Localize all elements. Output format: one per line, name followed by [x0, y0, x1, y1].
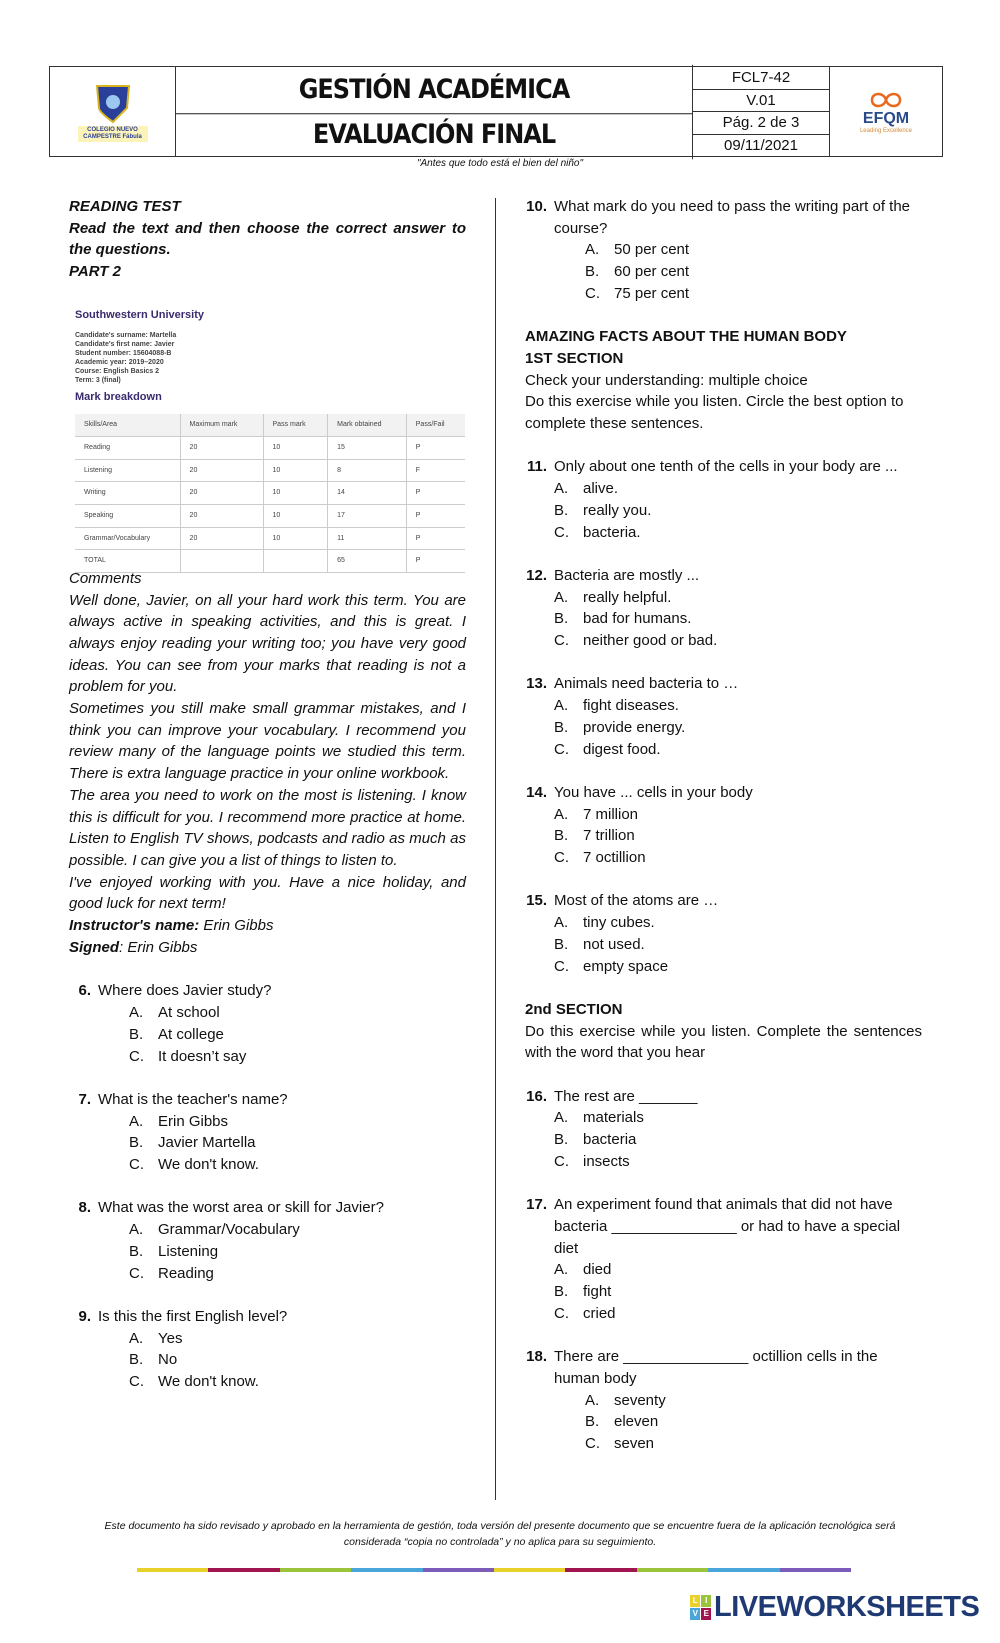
table-cell: Writing [75, 482, 180, 505]
answer-option[interactable] [69, 1263, 466, 1285]
option-text: 75 per cent [614, 284, 690, 302]
option-text: fight [583, 1283, 612, 1301]
question-number: 9. [78, 1307, 91, 1325]
option-letter: B. [554, 610, 569, 628]
option-text: Reading [158, 1264, 214, 1282]
table-cell: 65 [328, 550, 407, 573]
instructor-name: Erin Gibbs [199, 917, 274, 935]
card-info-line: Term: 3 (final) [75, 376, 121, 384]
answer-option[interactable] [525, 1129, 922, 1151]
table-cell: 10 [263, 482, 328, 505]
table-header: Pass/Fail [406, 414, 465, 436]
comments-label: Comments [69, 569, 142, 587]
school-shield-icon [93, 82, 133, 124]
stripe-segment [423, 1568, 494, 1572]
table-cell: 10 [263, 505, 328, 528]
reading-instructions: Read the text and then choose the correct answer to the questions. [69, 219, 466, 259]
stripe-segment [637, 1568, 708, 1572]
question-13 [525, 673, 922, 760]
option-letter: C. [129, 1264, 144, 1282]
option-text: Grammar/Vocabulary [158, 1221, 300, 1239]
option-letter: C. [585, 1434, 600, 1452]
table-cell: 10 [263, 436, 328, 459]
option-letter: A. [129, 1004, 144, 1022]
answer-option[interactable] [525, 261, 922, 283]
answer-option[interactable] [69, 1219, 466, 1241]
table-row [75, 482, 465, 505]
instructor-label: Instructor's name: [69, 917, 200, 935]
school-logo-text: COLEGIO NUEVO CAMPESTRE Fábula [78, 126, 148, 142]
stripe-segment [708, 1568, 779, 1572]
table-cell: 17 [328, 505, 407, 528]
option-letter: B. [129, 1025, 144, 1043]
question-number: 6. [78, 982, 91, 1000]
section1-line1: Check your understanding: multiple choice [525, 371, 808, 389]
answer-option[interactable] [69, 1371, 466, 1393]
card-info-line: Course: English Basics 2 [75, 367, 160, 375]
table-cell: TOTAL [75, 550, 180, 573]
left-column [69, 196, 466, 1393]
breakdown-title: Mark breakdown [75, 390, 162, 403]
answer-option[interactable] [69, 1132, 466, 1154]
comments-p2: Sometimes you still make small grammar mistakes, and I think you can improve your vocabulary. I recommend you review many of the language points we studied this term. There is extra language practice in your online workbook. [69, 700, 466, 783]
answer-option[interactable] [69, 1002, 466, 1024]
school-logo [50, 67, 176, 156]
question-text: What was the worst area or skill for Javier? [98, 1199, 384, 1217]
answer-option[interactable] [525, 1281, 922, 1303]
motto: "Antes que todo está el bien del niño" [416, 158, 584, 169]
answer-option[interactable] [525, 630, 922, 652]
answer-option[interactable] [525, 912, 922, 934]
option-letter: A. [585, 1391, 600, 1409]
option-text: tiny cubes. [583, 914, 655, 932]
card-info-line: Student number: 15604088-B [75, 349, 172, 357]
document-header [49, 66, 943, 157]
option-letter: C. [554, 957, 569, 975]
question-text-row [69, 1306, 466, 1328]
option-text: provide energy. [583, 718, 686, 736]
option-letter: A. [554, 914, 569, 932]
live-grid-icon [690, 1595, 711, 1620]
table-header: Mark obtained [328, 414, 407, 436]
section1-title: AMAZING FACTS ABOUT THE HUMAN BODY [525, 328, 847, 346]
option-text: insects [583, 1152, 630, 1170]
option-letter: B. [585, 263, 600, 281]
question-15 [525, 890, 922, 977]
question-14 [525, 782, 922, 869]
question-17 [525, 1194, 922, 1324]
answer-option[interactable] [525, 283, 922, 305]
question-text: Is this the first English level? [98, 1307, 288, 1325]
option-letter: B. [554, 827, 569, 845]
question-text: You have ... cells in your body [554, 783, 753, 801]
answer-option[interactable] [69, 1241, 466, 1263]
answer-option[interactable] [69, 1154, 466, 1176]
option-letter: B. [129, 1351, 144, 1369]
stripe-segment [280, 1568, 351, 1572]
answer-option[interactable] [525, 1433, 922, 1455]
comments-p1: Well done, Javier, on all your hard work this term. You are always active in speaking activities, and this is great. I always enjoy reading your writing too; you have very good ideas. You can see from your marks that reading is not a problem for you. [69, 591, 466, 696]
option-text: bacteria. [583, 523, 641, 541]
question-7 [69, 1089, 466, 1176]
option-letter: B. [554, 935, 569, 953]
answer-option[interactable] [525, 500, 922, 522]
comments-p4: I've enjoyed working with you. Have a nice holiday, and good luck for next term! [69, 873, 466, 913]
option-letter: A. [554, 697, 569, 715]
stripe-segment [351, 1568, 422, 1572]
option-text: Yes [158, 1329, 183, 1347]
question-text: Bacteria are mostly ... [554, 566, 700, 584]
answer-option[interactable] [525, 1259, 922, 1281]
infinity-icon [866, 90, 906, 110]
option-text: seventy [614, 1391, 666, 1409]
option-text: eleven [614, 1413, 659, 1431]
table-cell: Reading [75, 436, 180, 459]
part-label: PART 2 [69, 263, 121, 281]
answer-option[interactable] [525, 739, 922, 761]
option-text: fight diseases. [583, 697, 679, 715]
question-text-row [525, 782, 922, 804]
efqm-logo [830, 67, 942, 156]
option-letter: C. [129, 1373, 144, 1391]
question-text-row [525, 456, 922, 478]
question-number: 14. [526, 783, 547, 801]
option-letter: C. [554, 1304, 569, 1322]
question-text-row [525, 1194, 922, 1259]
option-letter: A. [585, 241, 600, 259]
question-text: Only about one tenth of the cells in your body are ... [554, 458, 898, 476]
question-text-row [525, 196, 922, 239]
section1-sub: 1ST SECTION [525, 349, 624, 367]
question-text: What mark do you need to pass the writing part of the course? [554, 198, 911, 237]
table-cell: P [406, 436, 465, 459]
option-text: Listening [158, 1242, 219, 1260]
answer-option[interactable] [525, 522, 922, 544]
option-text: 7 trillion [583, 827, 635, 845]
question-number: 16. [526, 1087, 547, 1105]
question-text-row [69, 1089, 466, 1111]
option-letter: C. [129, 1047, 144, 1065]
card-info-line: Candidate's surname: Martella [75, 331, 177, 339]
option-text: Erin Gibbs [158, 1112, 229, 1130]
table-cell: 20 [180, 527, 263, 550]
table-header: Maximum mark [180, 414, 263, 436]
reading-title: READING TEST [69, 198, 181, 215]
option-letter: B. [554, 501, 569, 519]
marks-table [75, 414, 465, 573]
option-text: 7 million [583, 805, 639, 823]
question-6 [69, 980, 466, 1067]
table-row [75, 459, 465, 482]
column-divider [495, 198, 496, 1500]
table-cell: F [406, 459, 465, 482]
question-number: 8. [78, 1199, 91, 1217]
live-letter: I [701, 1595, 711, 1607]
question-text-row [525, 890, 922, 912]
option-text: empty space [583, 957, 669, 975]
footer-disclaimer: Este documento ha sido revisado y aprobado en la herramienta de gestión, toda versión del presente documento que se encuentre fuera de la aplicación tecnológica será considerada “copia no controlada” y no aplica para su seguimiento. [104, 1520, 896, 1548]
stripe-segment [208, 1568, 279, 1572]
question-10-block [525, 196, 922, 305]
stripe-segment [494, 1568, 565, 1572]
question-text: Where does Javier study? [98, 982, 272, 1000]
question-18 [525, 1346, 922, 1455]
section1-questions [525, 456, 922, 977]
table-cell: P [406, 505, 465, 528]
option-text: materials [583, 1109, 644, 1127]
table-cell: 20 [180, 482, 263, 505]
comments-p3: The area you need to work on the most is listening. I know this is difficult for you. I recommend more practice at home. Listen to English TV shows, podcasts and radio as much as possible. I can give you a list of things to listen to. [69, 786, 466, 869]
option-letter: C. [554, 849, 569, 867]
candidate-info [75, 331, 465, 385]
signed-label: Signed [69, 938, 120, 956]
section2-title: 2nd SECTION [525, 1000, 623, 1018]
answer-option[interactable] [525, 804, 922, 826]
option-letter: B. [554, 718, 569, 736]
liveworksheets-logo [690, 1591, 979, 1624]
report-card-image [75, 305, 465, 565]
answer-option[interactable] [525, 1107, 922, 1129]
answer-option[interactable] [525, 934, 922, 956]
live-letter: L [690, 1595, 700, 1607]
section1-line2: Do this exercise while you listen. Circle the best option to complete these sentences. [525, 393, 904, 433]
question-text-row [69, 1197, 466, 1219]
signed-name: : Erin Gibbs [119, 938, 198, 956]
answer-option[interactable] [69, 1111, 466, 1133]
question-number: 15. [526, 892, 547, 910]
option-text: digest food. [583, 740, 661, 758]
answer-option[interactable] [525, 1390, 922, 1412]
question-text: What is the teacher's name? [98, 1090, 288, 1108]
option-letter: B. [129, 1134, 144, 1152]
color-stripe [137, 1568, 851, 1572]
right-column [525, 196, 922, 1455]
answer-option[interactable] [525, 608, 922, 630]
instructor-line [69, 915, 466, 937]
answer-option[interactable] [525, 717, 922, 739]
option-text: bacteria [583, 1131, 637, 1149]
answer-option[interactable] [69, 1328, 466, 1350]
option-text: really helpful. [583, 588, 672, 606]
question-number: 7. [78, 1090, 91, 1108]
answer-option[interactable] [525, 825, 922, 847]
table-cell: 15 [328, 436, 407, 459]
option-text: 50 per cent [614, 241, 690, 259]
question-11 [525, 456, 922, 543]
option-text: At school [158, 1004, 220, 1022]
table-header: Pass mark [263, 414, 328, 436]
question-text: The rest are _______ [554, 1087, 698, 1105]
card-info-line: Academic year: 2019–2020 [75, 358, 164, 366]
table-header: Skills/Area [75, 414, 180, 436]
option-letter: B. [129, 1242, 144, 1260]
doc-code: FCL7-42 [693, 67, 829, 90]
table-cell: Speaking [75, 505, 180, 528]
card-info-line: Candidate's first name: Javier [75, 340, 175, 348]
doc-page: Pág. 2 de 3 [693, 112, 829, 135]
question-16 [525, 1086, 922, 1173]
question-10 [525, 196, 922, 305]
signed-line [69, 937, 466, 959]
table-cell: 20 [180, 459, 263, 482]
answer-option[interactable] [525, 239, 922, 261]
question-9 [69, 1306, 466, 1393]
option-letter: A. [554, 805, 569, 823]
answer-option[interactable] [525, 1151, 922, 1173]
brand-text: LIVEWORKSHEETS [714, 1591, 980, 1623]
table-row [75, 505, 465, 528]
option-text: At college [158, 1025, 224, 1043]
table-header-row [75, 414, 465, 436]
option-text: alive. [583, 480, 619, 498]
answer-option[interactable] [525, 478, 922, 500]
option-text: 60 per cent [614, 263, 690, 281]
university-name: Southwestern University [75, 308, 204, 321]
question-text: Most of the atoms are … [554, 892, 719, 910]
option-text: We don't know. [158, 1156, 259, 1174]
option-letter: C. [554, 740, 569, 758]
answer-option[interactable] [525, 1411, 922, 1433]
answer-option[interactable] [69, 1046, 466, 1068]
option-letter: C. [554, 632, 569, 650]
table-cell: 10 [263, 527, 328, 550]
live-letter: E [701, 1608, 711, 1620]
title-evaluacion: EVALUACIÓN FINAL [176, 109, 693, 158]
option-letter: A. [554, 588, 569, 606]
answer-option[interactable] [69, 1349, 466, 1371]
question-number: 17. [526, 1196, 547, 1214]
option-text: neither good or bad. [583, 632, 718, 650]
option-text: cried [583, 1304, 616, 1322]
option-letter: C. [585, 284, 600, 302]
answer-option[interactable] [525, 1303, 922, 1325]
option-letter: A. [554, 1261, 569, 1279]
option-letter: A. [129, 1221, 144, 1239]
option-text: really you. [583, 501, 652, 519]
table-cell: 10 [263, 459, 328, 482]
question-text: Animals need bacteria to … [554, 675, 739, 693]
question-text-row [525, 673, 922, 695]
table-cell: 8 [328, 459, 407, 482]
table-cell: P [406, 550, 465, 573]
table-cell: Listening [75, 459, 180, 482]
option-letter: A. [554, 480, 569, 498]
table-row [75, 436, 465, 459]
doc-date: 09/11/2021 [724, 136, 798, 154]
question-text-row [525, 1346, 922, 1389]
option-text: We don't know. [158, 1373, 259, 1391]
title-gestion: GESTIÓN ACADÉMICA [176, 65, 693, 114]
option-text: 7 octillion [583, 849, 646, 867]
answer-option[interactable] [525, 695, 922, 717]
answer-option[interactable] [525, 847, 922, 869]
stripe-segment [780, 1568, 851, 1572]
question-text-row [525, 1086, 922, 1108]
question-number: 10. [526, 198, 547, 215]
answer-option[interactable] [525, 956, 922, 978]
option-letter: B. [554, 1283, 569, 1301]
section2-line: Do this exercise while you listen. Complete the sentences with the word that you hear [525, 1022, 922, 1062]
reading-questions [69, 980, 466, 1392]
stripe-segment [565, 1568, 636, 1572]
answer-option[interactable] [69, 1024, 466, 1046]
doc-version: V.01 [693, 90, 829, 113]
live-letter: V [690, 1608, 700, 1620]
option-text: seven [614, 1434, 655, 1452]
table-cell: 14 [328, 482, 407, 505]
efqm-sub: Leading Excellence [859, 127, 913, 134]
question-text-row [69, 980, 466, 1002]
option-letter: A. [554, 1109, 569, 1127]
question-text: An experiment found that animals that did not have bacteria _______________ or had to have a special diet [554, 1196, 901, 1257]
question-number: 18. [526, 1348, 547, 1366]
table-cell: P [406, 482, 465, 505]
table-cell: Grammar/Vocabulary [75, 527, 180, 550]
option-letter: A. [129, 1112, 144, 1130]
question-text-row [525, 565, 922, 587]
option-letter: C. [554, 1152, 569, 1170]
doc-codes [693, 67, 830, 156]
option-text: Javier Martella [158, 1134, 256, 1152]
table-cell: 20 [180, 505, 263, 528]
option-letter: C. [554, 523, 569, 541]
option-text: It doesn’t say [158, 1047, 247, 1065]
option-letter: C. [129, 1156, 144, 1174]
option-text: not used. [583, 935, 645, 953]
option-text: No [158, 1351, 178, 1369]
answer-option[interactable] [525, 587, 922, 609]
section2-questions [525, 1086, 922, 1455]
option-text: bad for humans. [583, 610, 692, 628]
table-cell: P [406, 527, 465, 550]
option-letter: B. [585, 1413, 600, 1431]
question-number: 12. [526, 566, 547, 584]
option-letter: B. [554, 1131, 569, 1149]
option-letter: A. [129, 1329, 144, 1347]
table-row [75, 527, 465, 550]
question-12 [525, 565, 922, 652]
question-text: There are _______________ octillion cells in the human body [554, 1348, 878, 1387]
stripe-segment [137, 1568, 208, 1572]
table-cell: 20 [180, 436, 263, 459]
table-cell: 11 [328, 527, 407, 550]
question-number: 11. [526, 458, 547, 476]
question-number: 13. [526, 675, 547, 693]
efqm-text: EFQM [862, 109, 910, 127]
question-8 [69, 1197, 466, 1284]
option-text: died [583, 1261, 612, 1279]
